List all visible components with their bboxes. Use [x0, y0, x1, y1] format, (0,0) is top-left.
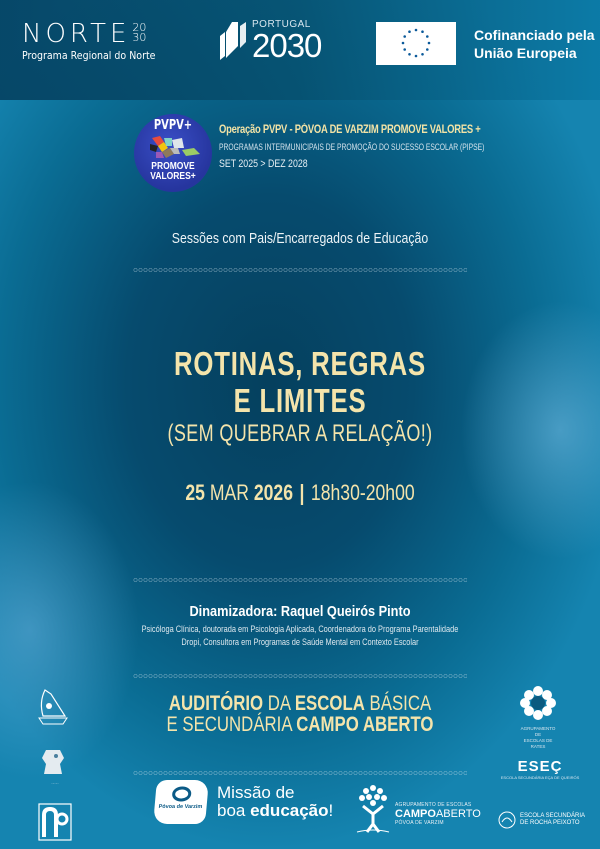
flower-icon: [517, 685, 559, 721]
event-datetime: [60, 480, 540, 506]
rocha-line2: DE ROCHA PEIXOTO: [520, 820, 580, 826]
norte-subtitle: Programa Regional do Norte: [22, 50, 156, 62]
eu-line2: União Europeia: [474, 44, 577, 61]
bust-icon: [38, 748, 68, 776]
ornamental-divider: [133, 770, 467, 776]
flavio-goncalves-school-logo: [38, 803, 72, 848]
event-year: 2026: [253, 480, 293, 505]
event-title-line2: E LIMITES: [233, 382, 367, 419]
event-title-line1: ROTINAS, REGRAS: [174, 345, 426, 382]
venue-w4: BÁSICA: [364, 692, 432, 715]
rates-school-logo: [517, 685, 559, 750]
event-title: [0, 345, 600, 449]
eca-de-queiros-school-logo: [500, 758, 580, 781]
sailboat-icon: [37, 688, 69, 728]
seal-icon: [497, 810, 517, 830]
pvpv-logo-bottom-1: PROMOVE: [151, 161, 195, 172]
cego-do-maio-school-logo: [38, 748, 72, 787]
caption: ·····: [51, 781, 59, 786]
event-month: MAR: [209, 480, 249, 505]
campo-place: PÓVOA DE VARZIM: [395, 820, 444, 826]
municipality-map-icon: [148, 134, 202, 162]
separator: |: [299, 480, 305, 505]
eu-cofinanced-logo: [376, 22, 595, 65]
venue-w1: AUDITÓRIO: [168, 692, 264, 715]
ag-monogram-icon: [38, 803, 72, 843]
session-type: Sessões com Pais/Encarregados de Educação: [171, 230, 429, 247]
norte2030-logo: [22, 20, 170, 62]
mission-line1: Missão de: [217, 783, 295, 802]
norte-year: [132, 23, 148, 43]
programme-title: Operação PVPV - PÓVOA DE VARZIM PROMOVE VALORES +: [219, 124, 481, 136]
portugal-label: PORTUGAL: [252, 19, 311, 30]
portugal2030-mark-icon: [220, 22, 246, 60]
pvpv-logo-bottom: [140, 162, 206, 182]
mission-boa: boa: [217, 801, 251, 820]
pvpv-logo-top: PVPV+: [153, 118, 193, 133]
eu-flag-icon: [376, 22, 456, 65]
programme-block: [134, 114, 504, 196]
povoa-swirl-icon: [171, 786, 192, 802]
speaker-name: Dinamizadora: Raquel Queirós Pinto: [189, 603, 411, 620]
povoa-de-varzim-badge: [153, 780, 209, 824]
portugal2030-logo: [220, 20, 321, 62]
speaker-desc-line1: Psicóloga Clínica, doutorada em Psicologia Aplicada, Coordenadora do Programa Parentalidade: [141, 624, 459, 635]
eseq-mark: ESEÇ: [517, 758, 563, 775]
mission-logo: [155, 780, 333, 824]
norte-year-bottom: 30: [132, 31, 147, 44]
campo-b: ABERTO: [435, 808, 481, 820]
pvpv-logo-bottom-2: VALORES+: [150, 171, 196, 182]
venue: [60, 693, 540, 735]
event-time: 18h30-20h00: [310, 480, 415, 505]
ornamental-divider: [133, 673, 467, 679]
rocha-line1: ESCOLA SECUNDÁRIA: [520, 813, 586, 819]
eseq-caption: ESCOLA SECUNDÁRIA EÇA DE QUEIRÓS: [500, 775, 580, 780]
mission-exclamation: !: [328, 801, 334, 820]
mission-educacao: educação: [250, 801, 329, 820]
ornamental-divider: [133, 577, 467, 583]
tree-person-icon: [355, 782, 391, 834]
rates-caption-1: AGRUPAMENTO DE: [520, 726, 556, 737]
venue-w6: CAMPO ABERTO: [296, 713, 434, 736]
aver-o-mar-school-logo: [37, 688, 69, 733]
pvpv-logo: [134, 114, 212, 192]
speaker-desc-line2: Dropi, Consultora em Programas de Saúde Mental em Contexto Escolar: [181, 637, 419, 648]
funding-header: [0, 0, 600, 90]
venue-w3: ESCOLA: [294, 692, 365, 715]
norte-year-top: 20: [132, 21, 147, 34]
ornamental-divider: [133, 267, 467, 273]
rates-caption-2: ESCOLAS DE RATES: [523, 738, 553, 749]
venue-w5: E SECUNDÁRIA: [166, 713, 297, 736]
venue-w2: DA: [263, 692, 295, 715]
campo-small: AGRUPAMENTO DE ESCOLAS: [395, 802, 472, 808]
speaker-block: [0, 603, 600, 649]
povoa-label: Póvoa de Varzim: [158, 804, 203, 810]
programme-period: SET 2025 > DEZ 2028: [219, 158, 308, 170]
event-day: 25: [185, 480, 205, 505]
eu-line1: Cofinanciado pela: [474, 26, 595, 43]
campo-aberto-logo: [355, 782, 481, 834]
rocha-peixoto-school-logo: [497, 810, 585, 830]
campo-a: CAMPO: [395, 808, 436, 820]
norte-wordmark: NORTE: [22, 19, 131, 49]
portugal-year: 2030: [252, 27, 322, 64]
event-subtitle: (SEM QUEBRAR A RELAÇÃO!): [167, 420, 433, 447]
programme-subtitle: PROGRAMAS INTERMUNICIPAIS DE PROMOÇÃO DO SUCESSO ESCOLAR (PIPSE): [219, 142, 485, 152]
